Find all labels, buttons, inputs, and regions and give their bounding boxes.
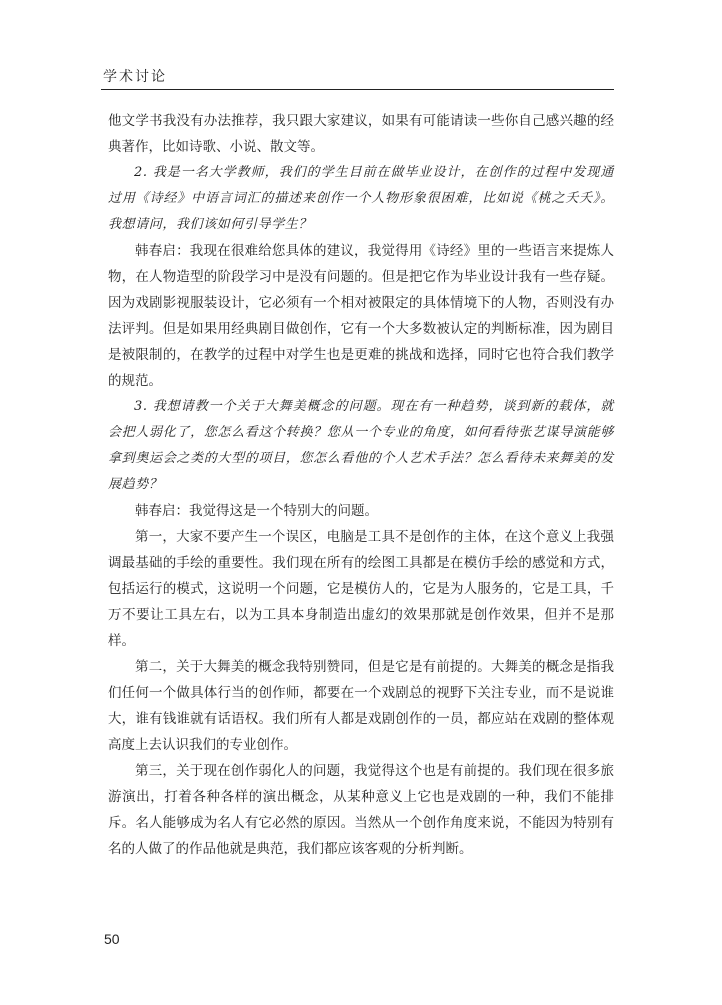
- question-3: 3. 我想请教一个关于大舞美概念的问题。现在有一种趋势，谈到新的载体，就会把人弱化了，您怎么看这个转换？您从一个专业的角度，如何看待张艺谋导演能够拿到奥运会之类的大型的项目，您怎么看他的个人艺术手法？怎么看待未来舞美的发展趋势？: [108, 399, 614, 492]
- answer-2: 韩春启：我现在很难给您具体的建议，我觉得用《诗经》里的一些语言来提炼人物，在人物造型的阶段学习中是没有问题的。但是把它作为毕业设计我有一些存疑。因为戏剧影视服装设计，它必须有一个相对被限定的具体情境下的人物，否则没有办法评判。但是如果用经典剧目做创作，它有一个大多数被认定的判断标准，因为剧目是被限制的，在教学的过程中对学生也是更难的挑战和选择，同时它也符合我们教学的规范。: [108, 243, 614, 389]
- page-number: 50: [104, 931, 120, 947]
- header-rule: [101, 89, 614, 90]
- answer-3-intro: 韩春启：我觉得这是一个特别大的问题。: [135, 503, 378, 519]
- running-header-title: 学术讨论: [103, 69, 167, 85]
- article-body: [108, 108, 614, 862]
- answer-3-point-3: 第三，关于现在创作弱化人的问题，我觉得这个也是有前提的。我们现在很多旅游演出，打着各种各样的演出概念，从某种意义上它也是戏剧的一种，我们不能排斥。名人能够成为名人有它必然的原因。当然从一个创作角度来说，不能因为特别有名的人做了的作品他就是典范，我们都应该客观的分析判断。: [108, 763, 614, 857]
- answer-3-point-1: 第一，大家不要产生一个误区，电脑是工具不是创作的主体，在这个意义上我强调最基础的手绘的重要性。我们现在所有的绘图工具都是在模仿手绘的感觉和方式，包括运行的模式，这说明一个问题，它是模仿人的，它是为人服务的，它是工具，千万不要让工具左右，以为工具本身制造出虚幻的效果那就是创作效果，但并不是那样。: [108, 529, 614, 649]
- answer-3-point-2: 第二，关于大舞美的概念我特别赞同，但是它是有前提的。大舞美的概念是指我们任何一个做具体行当的创作师，都要在一个戏剧总的视野下关注专业，而不是说谁大，谁有钱谁就有话语权。我们所有人都是戏剧创作的一员，都应站在戏剧的整体观高度上去认识我们的专业创作。: [108, 659, 614, 753]
- question-2: 2. 我是一名大学教师，我们的学生目前在做毕业设计，在创作的过程中发现通过用《诗经》中语言词汇的描述来创作一个人物形象很困难，比如说《桃之夭夭》。我想请问，我们该如何引导学生？: [108, 165, 614, 232]
- paragraph-continued: 他文学书我没有办法推荐，我只跟大家建议，如果有可能请读一些你自己感兴趣的经典著作，比如诗歌、小说、散文等。: [108, 113, 614, 155]
